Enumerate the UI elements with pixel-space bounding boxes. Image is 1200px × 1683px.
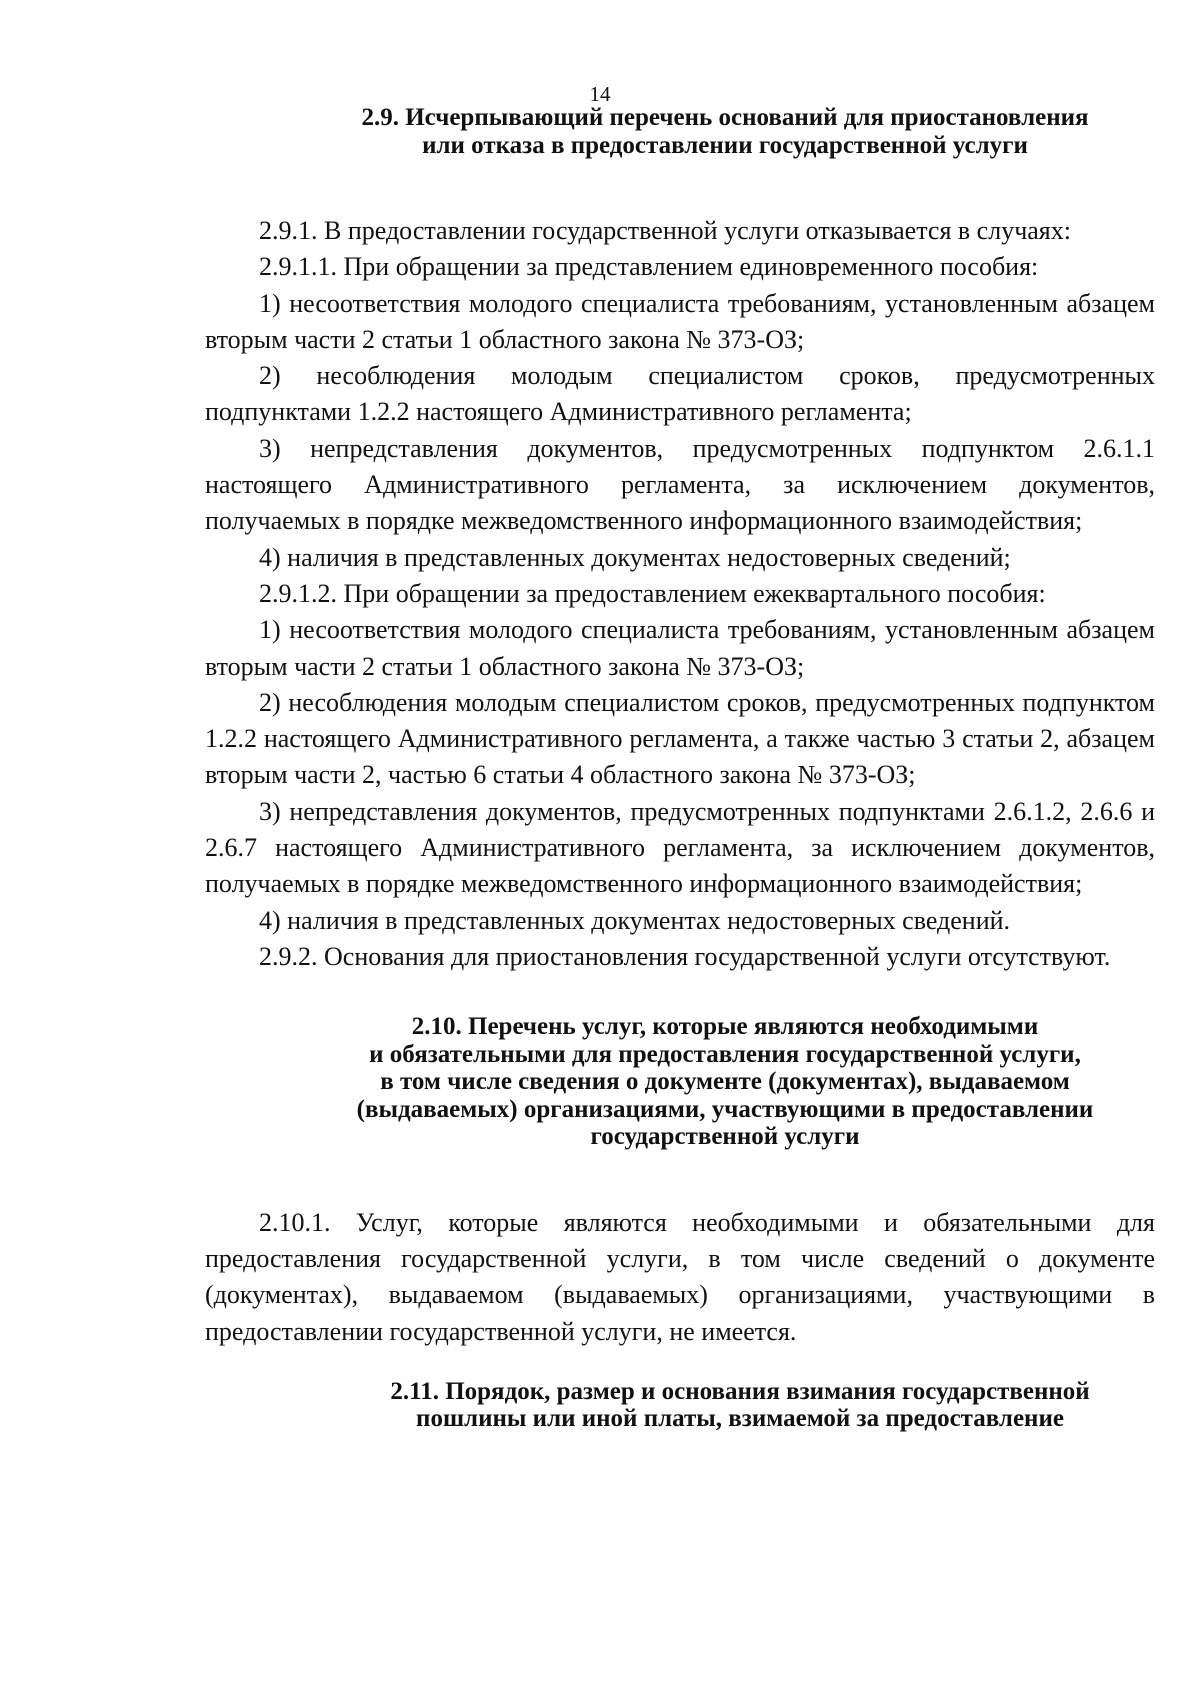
paragraph: 2.9.1. В предоставлении государственной услуги отказывается в случаях: (259, 216, 1071, 245)
paragraph: 4) наличия в представленных документах недостоверных сведений. (259, 905, 1011, 935)
paragraph: 1) несоответствия молодого специалиста требованиям, установленным абзацем вторым части 2 статьи 1 областного закона № 373-ОЗ; (205, 288, 1155, 354)
paragraph: 2) несоблюдения молодым специалистом сроков, предусмотренных подпунктом 1.2.2 настоящего Административного регламента, а также частью 3 статьи 2, абзацем вторым части 2, частью 6 статьи 4 областного закона № 373-ОЗ; (205, 687, 1155, 790)
paragraph: 2.10.1. Услуг, которые являются необходимыми и обязательными для предоставления государственной услуги, в том числе сведений о документе (документах), выдаваемом (выдаваемых) организациями, участвующими в предоставлении государственной услуги, не имеется. (205, 1207, 1155, 1346)
section-heading-2-11 (305, 1378, 1175, 1433)
paragraph: 2.9.1.2. При обращении за предоставлением ежеквартального пособия: (259, 578, 1046, 608)
heading-line: 2.11. Порядок, размер и основания взимания государственной (390, 1377, 1090, 1405)
heading-line: 2.9. Исчерпывающий перечень оснований для приостановления (361, 104, 1089, 131)
paragraph: 2) несоблюдения молодым специалистом сроков, предусмотренных подпунктами 1.2.2 настоящего Административного регламента; (205, 361, 1155, 427)
paragraph: 4) наличия в представленных документах недостоверных сведений; (259, 542, 1011, 572)
page-number: 14 (589, 82, 611, 106)
heading-line: 2.10. Перечень услуг, которые являются необходимыми (411, 1013, 1039, 1041)
paragraph: 2.9.2. Основания для приостановления государственной услуги отсутствуют. (259, 941, 1111, 971)
paragraph: 3) непредставления документов, предусмотренных подпунктом 2.6.1.1 настоящего Административного регламента, за исключением документов, получаемых в порядке межведомственного информационного взаимодействия; (205, 433, 1155, 536)
paragraph: 2.9.1.1. При обращении за представлением единовременного пособия: (259, 252, 1039, 282)
heading-line: или отказа в предоставлении государственной услуги (422, 131, 1028, 159)
section-heading-2-9 (275, 104, 1175, 159)
paragraph: 1) несоответствия молодого специалиста требованиям, установленным абзацем вторым части 2 статьи 1 областного закона № 373-ОЗ; (205, 615, 1155, 681)
paragraph: 3) непредставления документов, предусмотренных подпунктами 2.6.1.2, 2.6.6 и 2.6.7 настоящего Административного регламента, за исключением документов, получаемых в порядке межведомственного информационного взаимодействия; (205, 796, 1155, 899)
section-heading-2-10 (275, 1013, 1175, 1151)
heading-line: в том числе сведения о документе (документах), выдаваемом (380, 1068, 1070, 1096)
heading-line: и обязательными для предоставления государственной услуги, (369, 1040, 1081, 1068)
heading-line: (выдаваемых) организациями, участвующими в предоставлении (356, 1095, 1094, 1123)
document-body (205, 104, 1155, 1433)
heading-line: пошлины или иной платы, взимаемой за предоставление (416, 1405, 1064, 1433)
heading-line: государственной услуги (590, 1123, 860, 1151)
